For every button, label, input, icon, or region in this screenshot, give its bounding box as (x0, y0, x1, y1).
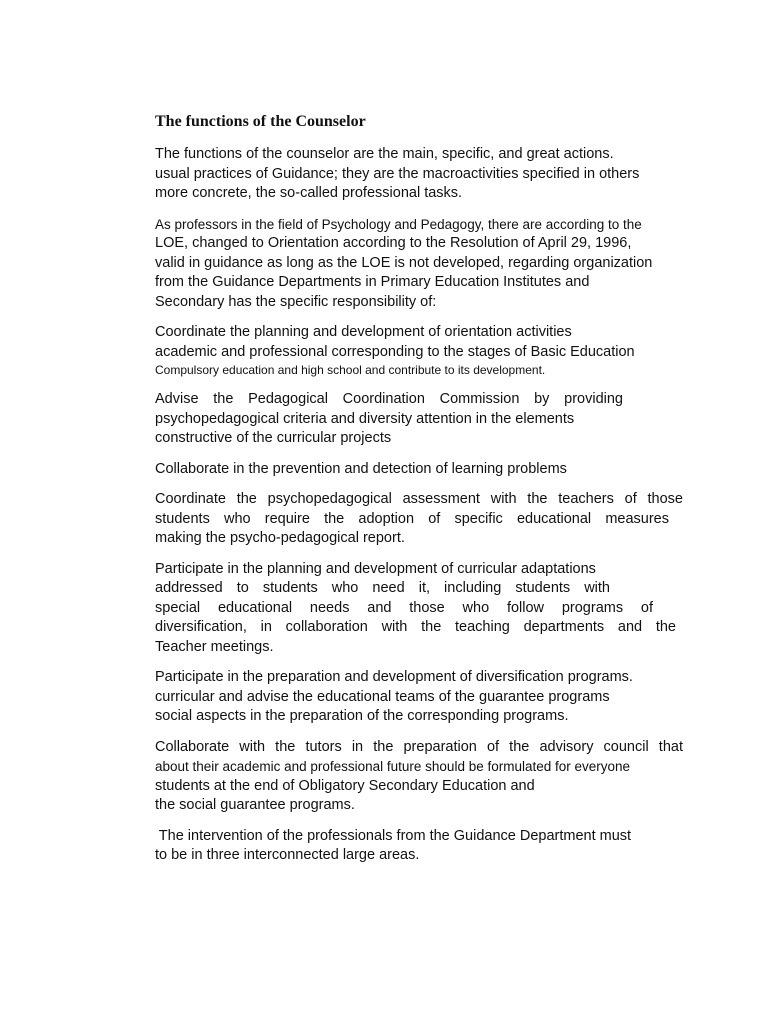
text-line: usual practices of Guidance; they are the macroactivities specified in others (155, 165, 640, 182)
text-line: the social guarantee programs. (155, 797, 355, 813)
paragraph (155, 323, 707, 379)
paragraph (155, 390, 707, 449)
text-line: students at the end of Obligatory Secondary Education and (155, 777, 535, 794)
paragraph (155, 738, 707, 816)
document-title: The functions of the Counselor (155, 113, 366, 130)
text-line: addressed to students who need it, including students with (155, 580, 610, 596)
text-line: social aspects in the preparation of the corresponding programs. (155, 708, 569, 724)
text-line: Teacher meetings. (155, 638, 274, 655)
text-line: Collaborate in the prevention and detection of learning problems (155, 460, 567, 477)
text-line: Advise the Pedagogical Coordination Commission by providing (155, 391, 623, 407)
paragraph (155, 668, 707, 727)
text-line: valid in guidance as long as the LOE is not developed, regarding organization (155, 254, 653, 271)
paragraph (155, 490, 707, 549)
paragraph (155, 215, 707, 313)
text-line: Compulsory education and high school and contribute to its development. (155, 363, 546, 377)
text-line: Participate in the preparation and development of diversification programs. (155, 669, 633, 685)
text-line: making the psycho-pedagogical report. (155, 530, 405, 546)
text-line: curricular and advise the educational teams of the guarantee programs (155, 688, 610, 705)
text-line: Participate in the planning and development of curricular adaptations (155, 560, 596, 577)
text-line: special educational needs and those who follow programs of (155, 599, 653, 616)
document-body (155, 112, 707, 877)
text-line: LOE, changed to Orientation according to the Resolution of April 29, 1996, (155, 235, 632, 251)
text-line: academic and professional corresponding to the stages of Basic Education (155, 343, 635, 360)
paragraph (155, 460, 707, 480)
paragraph (155, 145, 707, 204)
text-line: Coordinate the planning and development of orientation activities (155, 324, 572, 340)
text-line: diversification, in collaboration with the teaching departments and the (155, 619, 676, 635)
text-line: The functions of the counselor are the main, specific, and great actions. (155, 146, 614, 162)
text-line: Collaborate with the tutors in the preparation of the advisory council that (155, 738, 683, 755)
text-line: constructive of the curricular projects (155, 430, 392, 446)
text-line: Coordinate the psychopedagogical assessment with the teachers of those (155, 491, 683, 507)
text-line: students who require the adoption of specific educational measures (155, 510, 669, 527)
text-line: from the Guidance Departments in Primary Education Institutes and (155, 274, 590, 290)
text-line: psychopedagogical criteria and diversity attention in the elements (155, 410, 575, 427)
text-line: more concrete, the so-called professional tasks. (155, 185, 463, 201)
paragraph (155, 560, 707, 658)
text-line: As professors in the field of Psychology and Pedagogy, there are according to the (155, 216, 642, 232)
text-line: The intervention of the professionals from the Guidance Department must (155, 827, 632, 844)
text-line: Secondary has the specific responsibility of: (155, 293, 437, 310)
paragraph (155, 827, 707, 866)
text-line: about their academic and professional future should be formulated for everyone (155, 759, 631, 774)
text-line: to be in three interconnected large areas. (155, 847, 420, 863)
